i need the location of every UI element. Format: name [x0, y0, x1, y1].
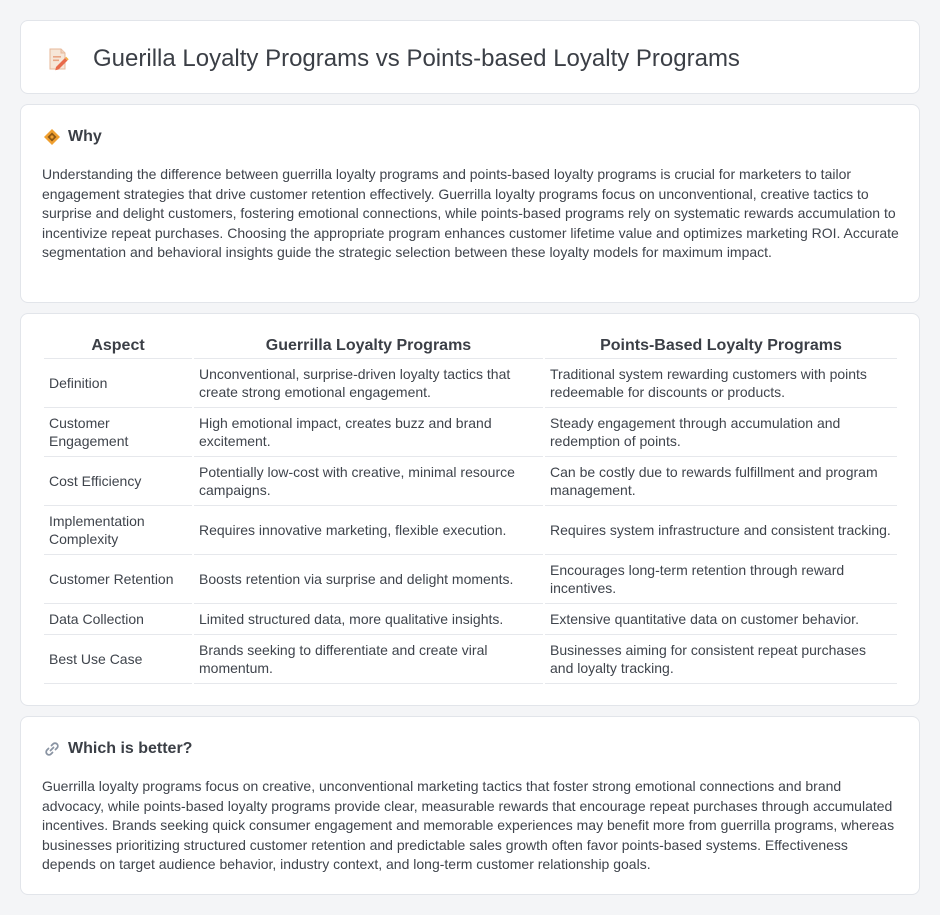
points-cell: Steady engagement through accumulation and redemption of points.	[545, 408, 897, 457]
why-heading	[43, 127, 102, 147]
header-guerrilla: Guerrilla Loyalty Programs	[194, 336, 543, 359]
link-icon	[43, 740, 61, 758]
points-cell: Businesses aiming for consistent repeat purchases and loyalty tracking.	[545, 635, 897, 684]
guerrilla-cell: Boosts retention via surprise and delight moments.	[194, 555, 543, 604]
points-cell: Extensive quantitative data on customer behavior.	[545, 604, 897, 635]
header-card	[20, 20, 920, 94]
guerrilla-cell: Unconventional, surprise-driven loyalty tactics that create strong emotional engagement.	[194, 359, 543, 408]
table-row	[44, 555, 897, 604]
header-aspect: Aspect	[44, 336, 192, 359]
aspect-cell: Best Use Case	[44, 635, 192, 684]
points-cell: Encourages long-term retention through reward incentives.	[545, 555, 897, 604]
why-body: Understanding the difference between guerrilla loyalty programs and points-based loyalty programs is crucial for marketers to tailor engagement strategies that drive customer retention effectively. Guerrilla loyalty programs focus on unconventional, creative tactics to surprise and delight customers, fostering emotional connections, while points-based programs rely on systematic rewards accumulation to incentivize repeat purchases. Choosing the appropriate program enhances customer lifetime value and optimizes marketing ROI. Accurate segmentation and behavioral insights guide the strategic selection between these loyalty models for maximum impact.	[42, 166, 899, 260]
guerrilla-cell: High emotional impact, creates buzz and brand excitement.	[194, 408, 543, 457]
which-better-section	[20, 716, 920, 895]
comparison-section	[20, 313, 920, 706]
table-row	[44, 506, 897, 555]
table-row	[44, 635, 897, 684]
diamond-sign-icon	[43, 128, 61, 146]
page-title: Guerilla Loyalty Programs vs Points-based Loyalty Programs	[93, 45, 740, 72]
points-cell: Can be costly due to rewards fulfillment and program management.	[545, 457, 897, 506]
aspect-cell: Data Collection	[44, 604, 192, 635]
points-cell: Traditional system rewarding customers with points redeemable for discounts or products.	[545, 359, 897, 408]
why-title: Why	[68, 128, 102, 145]
better-body: Guerrilla loyalty programs focus on creative, unconventional marketing tactics that foster strong emotional connections and brand advocacy, while points-based loyalty programs provide clear, measurable rewards that encourage repeat purchases through accumulated incentives. Brands seeking quick consumer engagement and memorable experiences may benefit more from guerrilla programs, whereas businesses prioritizing structured customer retention and predictable sales growth often favor points-based systems. Effectiveness depends on target audience behavior, industry context, and long-term customer relationship goals.	[42, 778, 895, 872]
table-row	[44, 604, 897, 635]
guerrilla-cell: Limited structured data, more qualitative insights.	[194, 604, 543, 635]
why-section	[20, 104, 920, 303]
table-row	[44, 408, 897, 457]
comparison-table	[42, 336, 899, 684]
table-row	[44, 359, 897, 408]
aspect-cell: Cost Efficiency	[44, 457, 192, 506]
aspect-cell: Definition	[44, 359, 192, 408]
better-title: Which is better?	[68, 740, 193, 757]
document-pencil-icon	[47, 47, 69, 71]
table-header-row	[44, 336, 897, 359]
guerrilla-cell: Potentially low-cost with creative, minimal resource campaigns.	[194, 457, 543, 506]
aspect-cell: Customer Retention	[44, 555, 192, 604]
guerrilla-cell: Requires innovative marketing, flexible execution.	[194, 506, 543, 555]
better-heading	[43, 739, 192, 759]
table-row	[44, 457, 897, 506]
aspect-cell: Implementation Complexity	[44, 506, 192, 555]
aspect-cell: Customer Engagement	[44, 408, 192, 457]
points-cell: Requires system infrastructure and consistent tracking.	[545, 506, 897, 555]
header-points: Points-Based Loyalty Programs	[545, 336, 897, 359]
guerrilla-cell: Brands seeking to differentiate and create viral momentum.	[194, 635, 543, 684]
